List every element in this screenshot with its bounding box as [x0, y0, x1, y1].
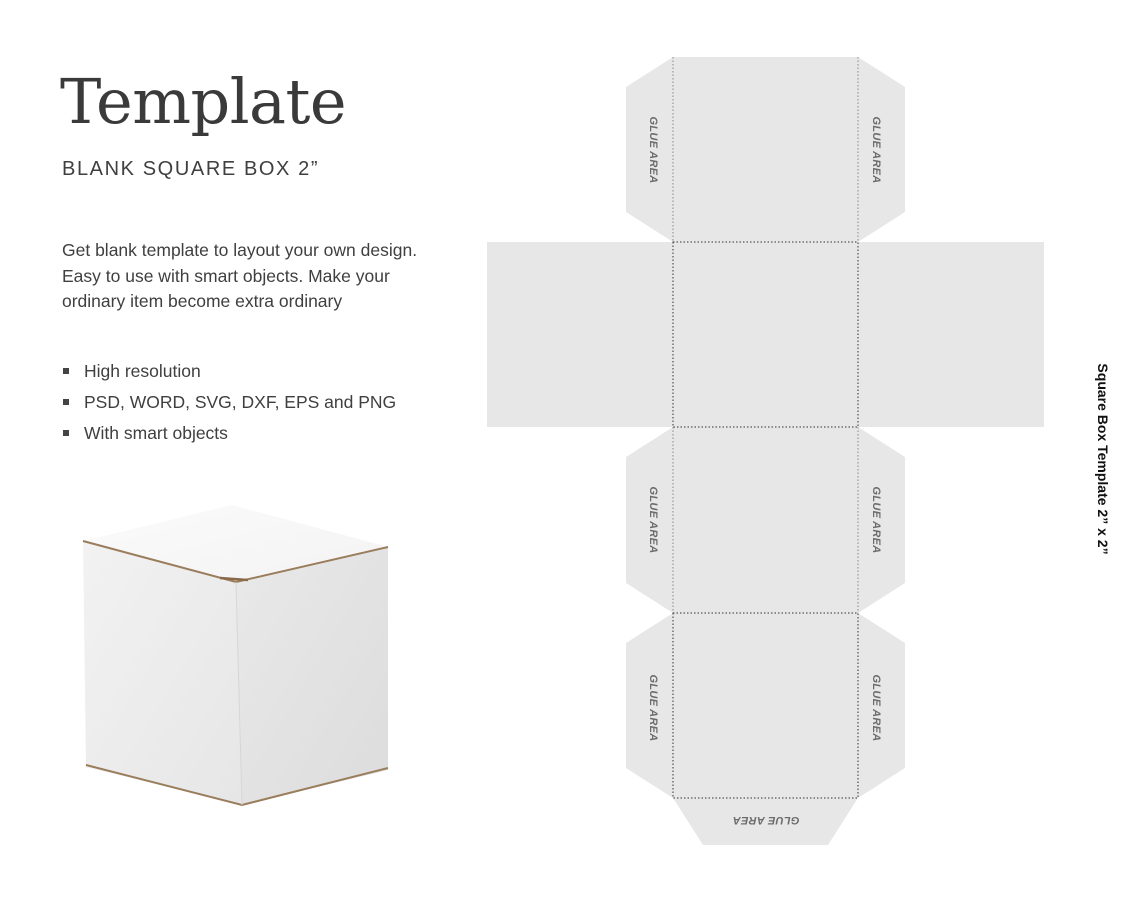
bottom-panel	[673, 427, 858, 613]
side-label: Square Box Template 2” x 2”	[1095, 363, 1111, 555]
glue-area-label: GLUE AREA	[732, 814, 800, 826]
feature-text: With smart objects	[84, 423, 228, 443]
feature-text: PSD, WORD, SVG, DXF, EPS and PNG	[84, 392, 397, 412]
glue-area-label: GLUE AREA	[647, 116, 659, 184]
back-panel	[673, 613, 858, 798]
glue-area-label: GLUE AREA	[870, 116, 882, 184]
glue-area-label: GLUE AREA	[870, 486, 882, 554]
side-panel-left	[487, 242, 673, 427]
glue-area-label: GLUE AREA	[647, 674, 659, 742]
glue-area-label: GLUE AREA	[870, 674, 882, 742]
top-flap	[673, 57, 858, 242]
side-panel-right	[858, 242, 1044, 427]
feature-text: High resolution	[84, 361, 201, 381]
page-title: Template	[60, 65, 347, 138]
description: Get blank template to layout your own design. Easy to use with smart objects. Make your ordinary item become extra ordinary	[62, 240, 418, 311]
front-panel	[673, 242, 858, 427]
glue-area-label: GLUE AREA	[647, 486, 659, 554]
page-subtitle: BLANK SQUARE BOX 2”	[62, 158, 320, 180]
